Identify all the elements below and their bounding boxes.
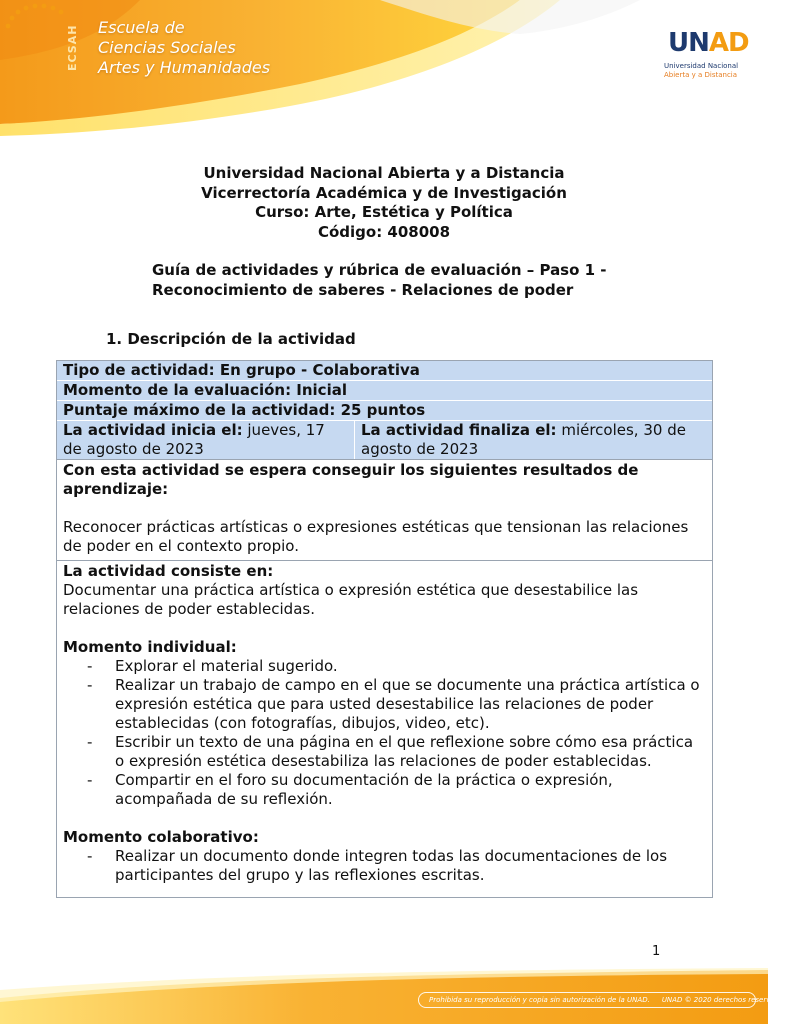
- list-item: - Realizar un trabajo de campo en el que se documente una práctica artística o expresión estética que para usted desestabilice las relaciones de poder establecidas (con fotografías, dibujos, video, etc).: [83, 676, 706, 733]
- learning-outcomes-text: Reconocer prácticas artísticas o expresiones estéticas que tensionan las relaciones de poder en el contexto propio.: [63, 518, 689, 555]
- collaborative-moment-list: [83, 847, 706, 885]
- footer-copyright: UNAD © 2020 derechos reservados: [661, 996, 787, 1004]
- title-line: Universidad Nacional Abierta y a Distancia: [203, 164, 565, 182]
- max-score-row: Puntaje máximo de la actividad: 25 puntos: [57, 401, 712, 421]
- school-line: Escuela de: [98, 18, 185, 37]
- document-title: [0, 164, 768, 242]
- activity-content-row: [57, 561, 712, 897]
- start-date-value: jueves, 17 de agosto de 2023: [63, 421, 325, 458]
- dates-row: [57, 421, 712, 460]
- unad-subtitle: Abierta y a Distancia: [664, 71, 738, 79]
- guide-title-line: Guía de actividades y rúbrica de evaluación – Paso 1 -: [152, 261, 607, 279]
- end-date-label: La actividad finaliza el:: [361, 421, 557, 439]
- start-date-label: La actividad inicia el:: [63, 421, 243, 439]
- header-banner: [0, 0, 768, 140]
- learning-outcomes-row: [57, 460, 712, 561]
- title-line: Curso: Arte, Estética y Política: [255, 203, 513, 221]
- footer-notice: Prohibida su reproducción y copia sin autorización de la UNAD.: [429, 996, 650, 1004]
- individual-moment-heading: Momento individual:: [63, 638, 237, 656]
- title-line: Vicerrectoría Académica y de Investigación: [201, 183, 567, 202]
- start-date-cell: [57, 421, 355, 459]
- footer-notice-pill: [418, 992, 787, 1008]
- end-date-cell: [355, 421, 712, 459]
- section-heading: 1. Descripción de la actividad: [106, 330, 356, 348]
- guide-title: [152, 260, 652, 300]
- list-item: - Explorar el material sugerido.: [83, 657, 706, 676]
- evaluation-moment-row: Momento de la evaluación: Inicial: [57, 381, 712, 401]
- school-name: [98, 18, 270, 78]
- activity-content-text: Documentar una práctica artística o expresión estética que desestabilice las relaciones de poder establecidas.: [63, 581, 639, 618]
- activity-content-heading: La actividad consiste en:: [63, 562, 274, 580]
- activity-type-row: Tipo de actividad: En grupo - Colaborativa: [57, 361, 712, 381]
- page-number: 1: [652, 944, 661, 959]
- school-line: Ciencias Sociales: [98, 38, 236, 57]
- school-line: Artes y Humanidades: [98, 58, 271, 77]
- collaborative-moment-heading: Momento colaborativo:: [63, 828, 259, 846]
- learning-outcomes-heading: Con esta actividad se espera conseguir los siguientes resultados de aprendizaje:: [63, 461, 639, 498]
- unad-logo-dots-icon: [0, 0, 90, 72]
- list-item: - Escribir un texto de una página en el que reflexione sobre cómo esa práctica o expresión estética desestabiliza las relaciones de poder establecidas.: [83, 733, 706, 771]
- guide-title-line: Reconocimiento de saberes - Relaciones de poder: [152, 281, 574, 299]
- end-date-value: miércoles, 30 de agosto de 2023: [361, 421, 686, 458]
- unad-wordmark: UNAD: [668, 28, 749, 58]
- ecsah-label: ECSAH: [66, 24, 79, 72]
- title-line: Código: 408008: [317, 222, 451, 241]
- list-item: - Compartir en el foro su documentación de la práctica o expresión, acompañada de su reflexión.: [83, 771, 706, 809]
- activity-description-table: [56, 360, 713, 898]
- list-item: - Realizar un documento donde integren todas las documentaciones de los participantes del grupo y las reflexiones escritas.: [83, 847, 706, 885]
- unad-subtitle: Universidad Nacional: [664, 62, 739, 70]
- individual-moment-list: [83, 657, 706, 809]
